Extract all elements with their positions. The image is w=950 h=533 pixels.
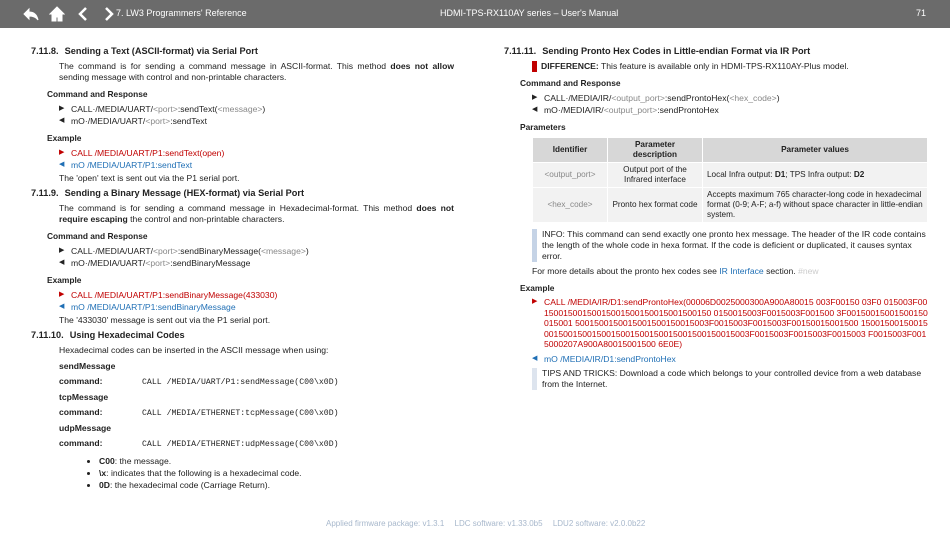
table-header: Parameter description [608,138,703,163]
table-row: <hex_code> Pronto hex format code Accepts maximum 765 character-long code in hexadecimal format (0-9; A-F; a-f) without space character in little-endian system. [533,188,928,223]
list-item: • C00: the message. [99,455,454,467]
list-item: • 0D: the hexadecimal code (Carriage Return). [99,479,454,491]
command-line: ▶ CALL·/MEDIA/UART/<port>:sendText(<message>) [59,104,266,114]
response-line: ◀ mO·/MEDIA/UART/<port>:sendText [59,116,207,126]
more-details: For more details about the pronto hex codes see IR Interface section. #new [532,266,819,276]
example-label: Example [47,275,82,285]
section-description: The command is for sending a command message in ASCII-format. This method does not allow sending message with control and non-printable characters. [59,61,455,82]
firmware-version: Applied firmware package: v1.3.1 [326,519,445,528]
command-response-label: Command and Response [47,231,148,241]
ldu-version: LDU2 software: v2.0.0b22 [552,519,646,528]
example-command: ▶ CALL /MEDIA/UART/P1:sendBinaryMessage(433030) [59,290,278,300]
arrow-left-icon: ◀ [59,259,65,266]
example-command: ▶ CALL /MEDIA/UART/P1:sendText(open) [59,148,225,158]
example-label: Example [520,283,555,293]
example-note: The 'open' text is sent out via the P1 serial port. [59,173,240,183]
response-line: ◀ mO·/MEDIA/IR/<output_port>:sendProntoHex [532,105,719,115]
arrow-right-icon: ▶ [532,94,538,101]
section-description: Hexadecimal codes can be inserted in the ASCII message when using: [59,345,329,355]
info-note: INFO: This command can send exactly one pronto hex message. The header of the IR code contains the length of the whole code in hexa format. If the code is deficient or duplicated, it causes syntax error. [504,229,928,262]
example-response: ◀ mO /MEDIA/UART/P1:sendBinaryMessage [59,302,236,312]
table-row: <output_port> Output port of the Infrared interface Local Infra output: D1; TPS Infra output: D2 [533,163,928,188]
chapter-title[interactable]: 7. LW3 Programmers' Reference [116,8,247,18]
example-label: Example [47,133,82,143]
section-heading: 7.11.10. Using Hexadecimal Codes [31,330,185,340]
arrow-right-icon: ▶ [59,291,65,298]
arrow-left-icon: ◀ [59,303,65,310]
footer [326,519,653,528]
difference-bar [532,61,537,72]
arrow-left-icon: ◀ [532,354,538,362]
tips-note: TIPS AND TRICKS: Download a code which belongs to your controlled device from a web database from the Internet. [504,368,928,390]
arrow-right-icon: ▶ [59,105,65,112]
table-header: Identifier [533,138,608,163]
command-response-label: Command and Response [520,78,621,88]
example-note: The '433030' message is sent out via the P1 serial port. [59,315,271,325]
prev-icon[interactable] [74,5,92,23]
top-bar [0,0,950,28]
nav-buttons [22,5,118,23]
section-description: The command is for sending a command message in Hexadecimal-format. This method does not require escaping the control and non-printable characters. [59,203,454,224]
hex-bullet-list [31,455,454,491]
hex-example-row: sendMessage command: CALL /MEDIA/UART/P1:sendMessage(C00\x0D) [59,361,339,387]
list-item: • \x: indicates that the following is a hexadecimal code. [99,467,454,479]
arrow-left-icon: ◀ [532,106,538,113]
arrow-right-icon: ▶ [59,247,65,254]
section-heading: 7.11.9. Sending a Binary Message (HEX-format) via Serial Port [31,188,305,198]
command-line: ▶ CALL·/MEDIA/IR/<output_port>:sendProntoHex(<hex_code>) [532,93,780,103]
command-response-label: Command and Response [47,89,148,99]
hex-example-row: udpMessage command: CALL /MEDIA/ETHERNET:udpMessage(C00\x0D) [59,423,339,449]
document-title: HDMI-TPS-RX110AY series – User's Manual [440,8,619,18]
back-icon[interactable] [22,5,40,23]
example-command: ▶ CALL /MEDIA/IR/D1:sendProntoHex(00006D0025000300A900A80015 003F00150 03F0 015003F0015001500150015001500150015001500150 0150015003F0015003F001500 3F00150015001500150 015001 5001500150015001500150015003F0015003F0015003F00150015001500 150015001500150015001500150015001500150015001500150015003F0015003F0015003F0015003 F0015003F0015000207A900A80015001500 6E0E) [532,297,928,349]
difference-note: DIFFERENCE: This feature is available only in HDMI-TPS-RX110AY-Plus model. [504,61,928,72]
arrow-right-icon: ▶ [532,298,538,305]
right-column [504,46,928,390]
parameters-table [532,137,928,223]
arrow-left-icon: ◀ [59,161,65,168]
arrow-left-icon: ◀ [59,117,65,124]
info-bar [532,229,537,262]
tips-bar [532,368,537,390]
table-header: Parameter values [703,138,928,163]
section-heading: 7.11.8. Sending a Text (ASCII-format) via Serial Port [31,46,258,56]
arrow-right-icon: ▶ [59,149,65,156]
hex-example-row: tcpMessage command: CALL /MEDIA/ETHERNET:tcpMessage(C00\x0D) [59,392,339,418]
parameters-label: Parameters [520,122,566,132]
command-line: ▶ CALL·/MEDIA/UART/<port>:sendBinaryMessage(<message>) [59,246,309,256]
example-response: ◀ mO /MEDIA/UART/P1:sendText [59,160,193,170]
ir-interface-link[interactable]: IR Interface [719,266,764,276]
home-icon[interactable] [48,5,66,23]
response-line: ◀ mO·/MEDIA/UART/<port>:sendBinaryMessage [59,258,251,268]
left-column [31,46,454,491]
example-response: ◀ mO /MEDIA/IR/D1:sendProntoHex [532,353,676,364]
page-number: 71 [916,8,927,18]
section-heading: 7.11.11. Sending Pronto Hex Codes in Little-endian Format via IR Port [504,46,811,56]
ldc-version: LDC software: v1.33.0b5 [454,519,543,528]
